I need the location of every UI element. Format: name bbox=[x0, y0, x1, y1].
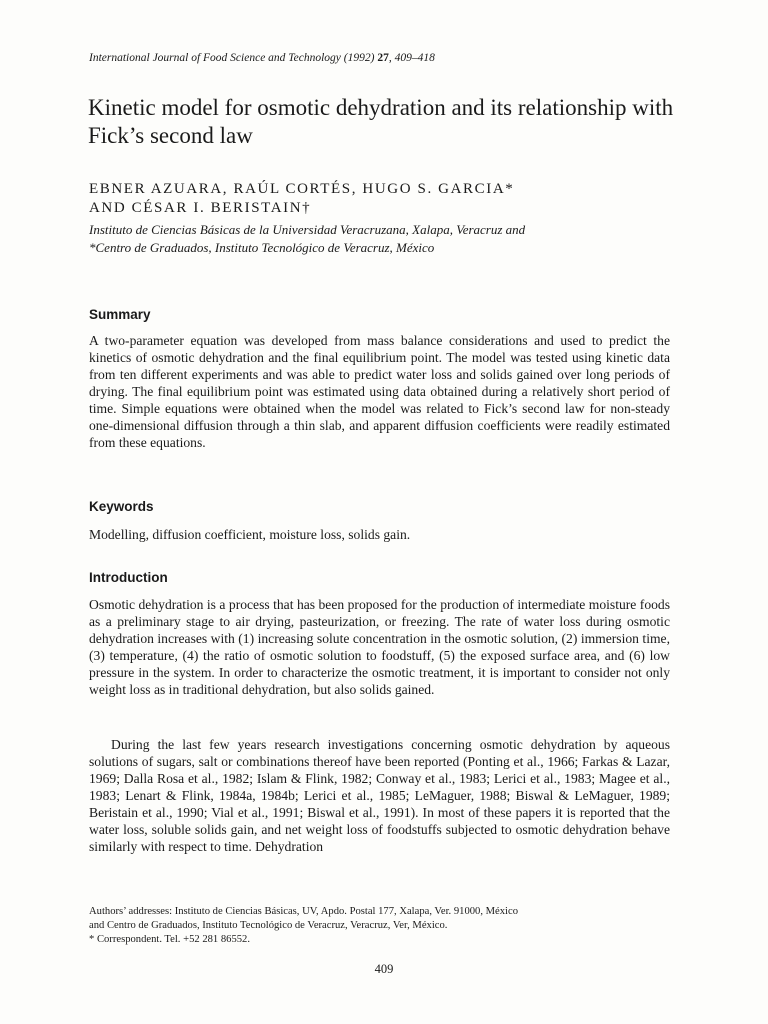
paper-title: Kinetic model for osmotic dehydration and its relationship with Fick’s second law bbox=[88, 95, 674, 148]
affiliation bbox=[89, 221, 525, 257]
introduction-paragraph-2: During the last few years research investigations concerning osmotic dehydration by aqueous solutions of sugars, salt or combinations thereof have been reported (Ponting et al., 1966; Farkas & Lazar, 1969; Dalla Rosa et al., 1982; Islam & Flink, 1982; Conway et al., 1983; Lerici et al., 1983; Magee et al., 1983; Lenart & Flink, 1984a, 1984b; Lerici et al., 1985; LeMaguer, 1988; Biswal & LeMaguer, 1989; Beristain et al., 1990; Vial et al., 1991; Biswal et al., 1991). In most of these papers it is reported that the water loss, soluble solids gain, and net weight loss of foodstuffs subjected to osmotic dehydration behave similarly with respect to time. Dehydration bbox=[89, 737, 670, 854]
author-footnote bbox=[89, 905, 679, 947]
introduction-paragraph-1: Osmotic dehydration is a process that has been proposed for the production of intermediate moisture foods as a preliminary stage to air drying, pasteurization, or freezing. The rate of water loss during osmotic dehydration increases with (1) increasing solute concentration in the osmotic solution, (2) immersion time, (3) temperature, (4) the ratio of osmotic solution to foodstuff, (5) the exposed surface area, and (6) low pressure in the system. In order to characterize the osmotic treatment, it is important to consider not only weight loss as in traditional dehydration, but also solids gained. bbox=[89, 597, 670, 697]
author-line-1: EBNER AZUARA, RAÚL CORTÉS, HUGO S. GARCIA* bbox=[89, 181, 515, 197]
footnote-line-1: Authors’ addresses: Instituto de Ciencias Básicas, UV, Apdo. Postal 177, Xalapa, Ver. 91000, México bbox=[89, 906, 518, 917]
affiliation-line-2: *Centro de Graduados, Instituto Tecnológico de Veracruz, México bbox=[89, 240, 435, 255]
journal-pages: , 409–418 bbox=[388, 52, 435, 64]
journal-citation bbox=[89, 52, 435, 64]
author-list bbox=[89, 180, 514, 218]
introduction-heading: Introduction bbox=[89, 570, 168, 585]
page-number: 409 bbox=[374, 962, 394, 976]
keywords-text: Modelling, diffusion coefficient, moisture loss, solids gain. bbox=[89, 527, 411, 542]
summary-text: A two-parameter equation was developed from mass balance considerations and used to predict the kinetics of osmotic dehydration and the final equilibrium point. The model was tested using kinetic data from ten different experiments and was able to predict water loss and solids gained over long periods of drying. The final equilibrium point was estimated using data obtained during a relatively short period of time. Simple equations were obtained when the model was related to Fick’s second law for non-steady one-dimensional diffusion through a thin slab, and apparent diffusion coefficients were readily estimated from these equations. bbox=[89, 333, 670, 450]
footnote-line-3: * Correspondent. Tel. +52 281 86552. bbox=[89, 934, 250, 945]
keywords-heading: Keywords bbox=[89, 499, 154, 514]
author-line-2: AND CÉSAR I. BERISTAIN† bbox=[89, 200, 312, 216]
journal-volume: 27 bbox=[377, 52, 389, 64]
summary-heading: Summary bbox=[89, 307, 151, 322]
affiliation-line-1: Instituto de Ciencias Básicas de la Universidad Veracruzana, Xalapa, Veracruz and bbox=[89, 222, 526, 237]
journal-year: (1992) bbox=[343, 52, 375, 64]
journal-name: International Journal of Food Science and Technology bbox=[89, 52, 341, 64]
footnote-line-2: and Centro de Graduados, Instituto Tecnológico de Veracruz, Veracruz, Ver, México. bbox=[89, 920, 448, 931]
